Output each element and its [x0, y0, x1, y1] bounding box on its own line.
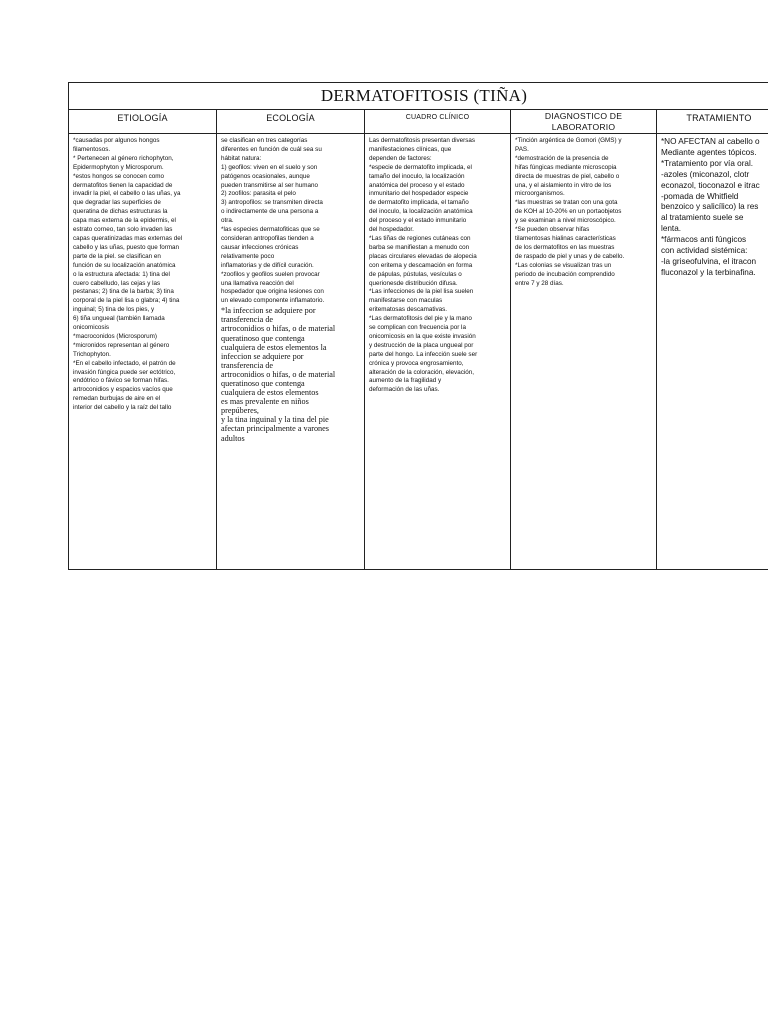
column-body-etiologia: [69, 134, 216, 413]
text-line: queratina de dichas estructuras la: [73, 208, 168, 216]
text-line: *Las dermatofitosis del pie y la mano: [369, 315, 472, 323]
column-tratamiento: [657, 110, 768, 570]
table-columns: [69, 110, 768, 570]
text-line: manifestarse con maculas: [369, 297, 443, 305]
text-line: inguinal; 5) tina de los pies, y: [73, 306, 155, 314]
text-line: hifas fúngicas mediante microscopia: [515, 163, 617, 171]
text-line: infeccion se adquiere por: [221, 351, 304, 361]
text-line: Trichophyton.: [73, 350, 111, 358]
text-line: -pomada de Whitfield: [661, 191, 739, 201]
text-line: remedan burbujas de aire en el: [73, 395, 161, 403]
column-header-cuadro-clinico: CUADRO CLÍNICO: [365, 110, 510, 134]
text-line: entre 7 y 28 días.: [515, 279, 564, 287]
text-line: artroconidios o hifas, o de material: [221, 324, 336, 334]
diagnostico-header-line2: LABORATORIO: [551, 122, 616, 132]
text-line: *micronidos representan al género: [73, 341, 170, 349]
text-line: cualquiera de estos elementos: [221, 388, 319, 398]
text-line: *las muestras se tratan con una gota: [515, 199, 618, 207]
text-line: *En el cabello infectado, el patrón de: [73, 359, 176, 367]
text-line: *NO AFECTAN al cabello o: [661, 137, 760, 146]
text-line: interior del cabello y la raíz del tallo: [73, 404, 172, 412]
text-line: tilamentosas hialinas características: [515, 234, 616, 242]
text-line: corporal de la piel lisa o glabra; 4) tina: [73, 297, 180, 305]
text-line: * Pertenecen al género richophyton,: [73, 154, 174, 162]
text-line: se complican con frecuencia por la: [369, 324, 466, 332]
text-line: parte de la piel. se clasifican en: [73, 252, 161, 260]
text-line: con actividad sistémica:: [661, 246, 748, 256]
text-line: 6) tiña ungueal (también llamada: [73, 315, 165, 323]
text-line: *Tratamiento por vía oral.: [661, 158, 754, 168]
column-cuadro-clinico: [365, 110, 511, 570]
text-line: *estos hongos se conocen como: [73, 172, 165, 180]
text-line: inflamatorias y de difícil curación.: [221, 261, 314, 269]
text-line: del proceso y el estado inmunitario: [369, 217, 467, 225]
column-body-ecologia: [217, 134, 364, 443]
text-line: aumento de la fragilidad y: [369, 377, 442, 385]
text-line: capa mas externa de la epidermis, el: [73, 217, 176, 225]
text-line: -la griseofulvina, el itracon: [661, 256, 757, 266]
text-line: fluconazol y la terbinafina.: [661, 267, 756, 277]
text-line: cualquiera de estos elementos la: [221, 342, 327, 352]
text-line: directa de muestras de piel, cabello o: [515, 172, 620, 180]
text-line: o indirectamente de una persona a: [221, 208, 319, 216]
text-line: barba se manifiestan a menudo con: [369, 243, 470, 251]
text-line: Mediante agentes tópicos.: [661, 147, 757, 157]
column-ecologia: [217, 110, 365, 570]
text-line: 1) geofilos: viven en el suelo y son: [221, 163, 318, 171]
column-header-tratamiento: TRATAMIENTO: [657, 110, 768, 134]
text-line: pestanas; 2) tina de la barba; 3) tina: [73, 288, 174, 296]
text-line: de los dermatofitos en las muestras: [515, 243, 615, 251]
text-line: cabello y las uñas, puesto que forman: [73, 243, 180, 251]
text-line: artroconidios o hifas, o de material: [221, 369, 336, 379]
text-line: Las dermatofitosis presentan diversas: [369, 137, 476, 144]
column-header-etiologia: ETIOLOGÍA: [69, 110, 216, 134]
text-line: lenta.: [661, 224, 682, 234]
text-line: o la estructura afectada: 1) tina del: [73, 270, 170, 278]
text-line: patógenos ocasionales, aunque: [221, 172, 310, 180]
text-line: adultos: [221, 433, 245, 443]
text-line: parte del hongo. La infección suele ser: [369, 350, 478, 358]
text-line: *Se pueden observar hifas: [515, 226, 590, 234]
text-line: *Las tiñas de regiones cutáneas con: [369, 234, 471, 242]
text-line: placas circulares elevadas de alopecia: [369, 252, 477, 260]
text-line: es mas prevalente en niños: [221, 397, 309, 407]
text-line: dependen de factores:: [369, 154, 432, 162]
text-line: y la tina inguinal y la tina del pie: [221, 415, 329, 425]
column-etiologia: [69, 110, 217, 570]
text-line: inmunitario del hospedador especie: [369, 190, 469, 198]
text-line: *Las infecciones de la piel lisa suelen: [369, 288, 474, 296]
column-diagnostico: [511, 110, 657, 570]
text-line: del hospedador.: [369, 226, 414, 234]
text-line: hospedador que origina lesiones con: [221, 288, 324, 296]
text-line: periodo de incubación comprendido: [515, 270, 615, 278]
text-line: *Tinción argéntica de Gomori (GMS) y: [515, 137, 622, 144]
text-line: eritematosas descamativas.: [369, 306, 448, 314]
text-line: filamentosos.: [73, 145, 111, 153]
text-line: transferencia de: [221, 315, 274, 325]
table-title: DERMATOFITOSIS (TIÑA): [69, 83, 768, 110]
text-line: de raspado de piel y unas y de cabello.: [515, 252, 625, 260]
text-line: alteración de la coloración, elevación,: [369, 368, 475, 376]
text-line: invadir la piel, el cabello o las uñas, ya: [73, 190, 181, 198]
text-line: al tratamiento suele se: [661, 213, 744, 223]
diagnostico-header-line1: DIAGNOSTICO DE: [544, 111, 623, 121]
text-line: y se examinan a nivel microscópico.: [515, 217, 616, 225]
text-line: *zoofilos y geofilos suelen provocar: [221, 270, 320, 278]
text-line: una llamativa reacción del: [221, 279, 294, 287]
text-line: hábitat natura:: [221, 154, 262, 162]
text-line: de KOH al 10-20% en un portaobjetos: [515, 208, 622, 216]
text-line: invasión fúngica puede ser ectótrico,: [73, 368, 176, 376]
text-line: cuero cabelludo, las cejas y las: [73, 279, 161, 287]
text-line: se clasifican en tres categorías: [221, 137, 308, 144]
text-line: PAS.: [515, 145, 529, 153]
text-line: deformación de las uñas.: [369, 386, 440, 394]
text-line: transferencia de: [221, 360, 274, 370]
text-line: con eritema y descamación en forma: [369, 261, 473, 269]
text-line: causar infecciones crónicas: [221, 243, 299, 251]
column-body-cuadro-clinico: [365, 134, 510, 395]
text-line: *Las colonias se visualizan tras un: [515, 261, 612, 269]
text-line: manifestaciones clínicas, que: [369, 145, 452, 153]
text-line: 3) antropofilos: se transmiten directa: [221, 199, 323, 207]
text-line: artroconidios y espacios vacíos que: [73, 386, 173, 394]
text-line: otra.: [221, 217, 234, 225]
ecologia-text-serif: [221, 306, 360, 442]
text-line: *la infeccion se adquiere por: [221, 306, 316, 316]
text-line: prepúberes,: [221, 406, 259, 416]
text-line: *las especies dermatofiticas que se: [221, 226, 320, 234]
text-line: querionesde distribución difusa.: [369, 279, 458, 287]
text-line: -azoles (miconazol, clotr: [661, 169, 750, 179]
text-line: onicomicosis en la que existe invasión: [369, 332, 476, 340]
text-line: tamaño del inoculo, la localización: [369, 172, 465, 180]
text-line: capas queratinizadas mas externas del: [73, 234, 183, 242]
text-line: de dermatofito implicada, el tamaño: [369, 199, 469, 207]
text-line: microorganismos.: [515, 190, 565, 198]
text-line: econazol, tioconazol e itrac: [661, 180, 760, 190]
text-line: estrato corneo, tan solo invaden las: [73, 226, 173, 234]
column-body-tratamiento: [657, 134, 768, 279]
column-header-diagnostico: [511, 110, 656, 134]
column-header-ecologia: ECOLOGÍA: [217, 110, 364, 134]
text-line: crónica y provoca engrosamiento,: [369, 359, 464, 367]
text-line: anatómica del proceso y el estado: [369, 181, 465, 189]
text-line: afectan principalmente a varones: [221, 424, 329, 434]
text-line: queratinoso que contenga: [221, 378, 305, 388]
text-line: función de su localización anatómica: [73, 261, 176, 269]
text-line: *causadas por algunos hongos: [73, 137, 160, 144]
text-line: que degradar las superficies de: [73, 199, 161, 207]
text-line: 2) zoofilos: parasita el pelo: [221, 190, 296, 198]
dermatofitosis-table: [68, 82, 768, 570]
text-line: endótrico o fávico se forman hifas.: [73, 377, 169, 385]
text-line: relativamente poco: [221, 252, 275, 260]
text-line: de pápulas, pústulas, vesículas o: [369, 270, 462, 278]
text-line: del inoculo, la localización anatómica: [369, 208, 473, 216]
text-line: diferentes en función de cuál sea su: [221, 145, 322, 153]
text-line: *demostración de la presencia de: [515, 154, 609, 162]
column-body-diagnostico: [511, 134, 656, 288]
text-line: dermatofitos tienen la capacidad de: [73, 181, 173, 189]
text-line: *especie de dermatofito implicada, el: [369, 163, 472, 171]
text-line: queratinoso que contenga: [221, 333, 305, 343]
text-line: pueden transmitirse al ser humano: [221, 181, 318, 189]
text-line: *fármacos anti fúngicos: [661, 235, 747, 245]
text-line: un elevado componente inflamatorio.: [221, 297, 325, 305]
text-line: Epidermophyton y Microsporum.: [73, 163, 164, 171]
text-line: onicomicosis: [73, 324, 110, 332]
text-line: una, y el aislamiento in vitro de los: [515, 181, 612, 189]
text-line: consideran antropofilas tienden a: [221, 234, 314, 242]
text-line: y destrucción de la placa ungueal por: [369, 341, 474, 349]
ecologia-text: [221, 137, 360, 306]
text-line: benzoico y salicílico) la res: [661, 202, 759, 212]
text-line: *macroconidos (Microsporum): [73, 332, 157, 340]
